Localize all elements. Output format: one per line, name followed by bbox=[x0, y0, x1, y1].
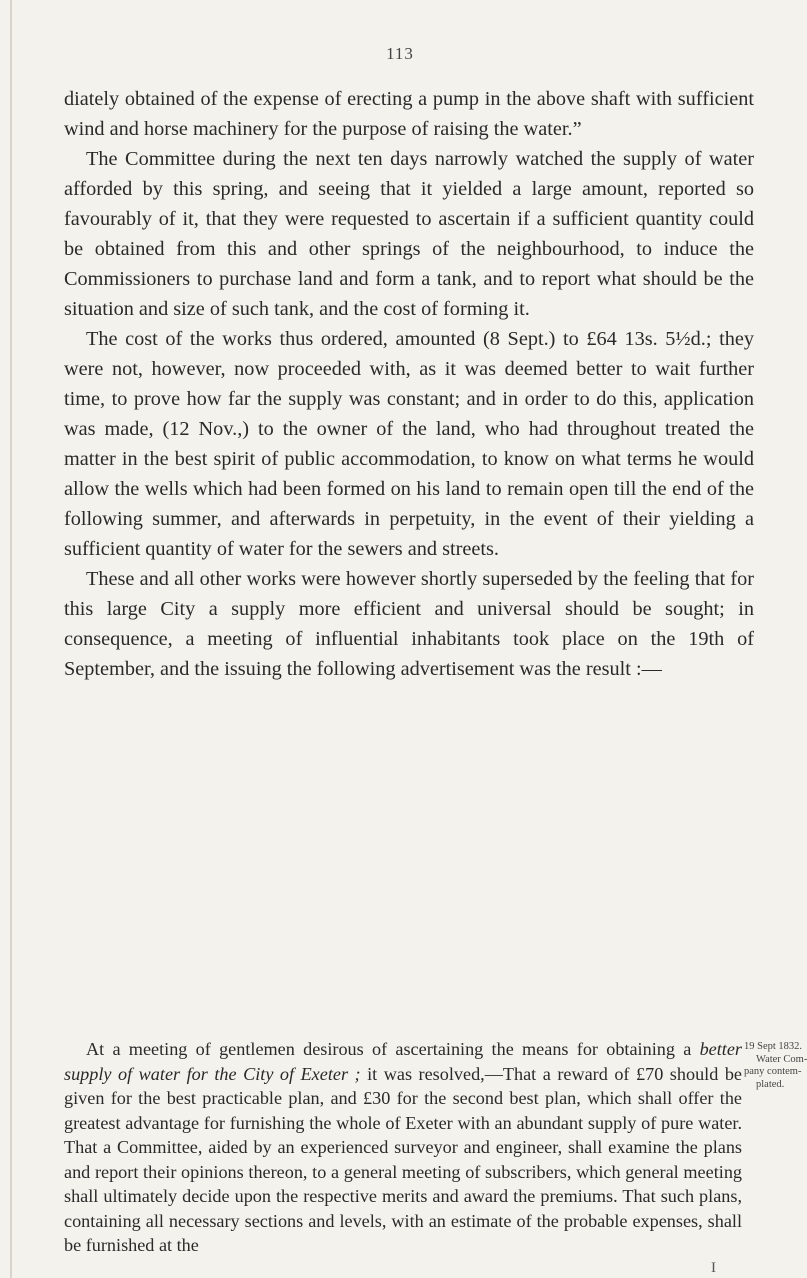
margin-note bbox=[744, 1041, 807, 1091]
body-text bbox=[64, 84, 754, 684]
advertisement-quote bbox=[64, 1037, 742, 1258]
paragraph-3: The cost of the works thus ordered, amounted (8 Sept.) to £64 13s. 5½d.; they were not, however, now proceeded with, as it was deemed better to wait further time, to prove how far the supply was constant; and in order to do this, application was made, (12 Nov.,) to the owner of the land, who had throughout treated the matter in the best spirit of public accommodation, to know on what terms he would allow the wells which had been formed on his land to remain open till the end of the following summer, and afterwards in perpetuity, in the event of their yielding a sufficient quantity of water for the sewers and streets. bbox=[64, 328, 754, 560]
catchword: I bbox=[711, 1260, 716, 1276]
page-number: 113 bbox=[386, 44, 414, 63]
binding-edge bbox=[10, 0, 12, 1278]
paragraph-1: diately obtained of the expense of erecting a pump in the above shaft with sufficient wind and horse machinery for the purpose of raising the water.” bbox=[64, 88, 754, 140]
advertisement-emphasis: better supply of water for the City of Exeter ; bbox=[64, 1039, 742, 1084]
paragraph-2: The Committee during the next ten days narrowly watched the supply of water afforded by this spring, and seeing that it yielded a large amount, reported so favourably of it, that they were requested to ascertain if a sufficient quantity could be obtained from this and other springs of the neighbourhood, to induce the Commissioners to purchase land and form a tank, and to report what should be the situation and size of such tank, and the cost of forming it. bbox=[64, 148, 754, 320]
advertisement-text-start: At a meeting of gentlemen desirous of ascertaining the means for obtaining a bbox=[86, 1039, 700, 1059]
margin-note-line-2: Water Com- bbox=[756, 1053, 807, 1065]
margin-note-line-4: plated. bbox=[756, 1078, 785, 1090]
margin-note-date: 19 Sept 1832. bbox=[744, 1041, 803, 1052]
margin-note-line-3: pany contem- bbox=[744, 1066, 802, 1077]
advertisement-text-end: it was resolved,—That a reward of £70 should be given for the best practicable plan, and £30 for the second best plan, which shall offer the greatest advantage for furnishing the whole of Exeter with an abundant supply of pure water. That a Committee, aided by an experienced surveyor and engineer, shall examine the plans and report their opinions thereon, to a general meeting of subscribers, which general meeting shall ultimately decide upon the respective merits and award the premiums. That such plans, containing all necessary sections and levels, with an estimate of the probable expenses, shall be furnished at the bbox=[64, 1063, 742, 1255]
advertisement-paragraph bbox=[64, 1037, 742, 1258]
paragraph-4: These and all other works were however shortly superseded by the feeling that for this large City a supply more efficient and universal should be sought; in consequence, a meeting of influential inhabitants took place on the 19th of September, and the issuing the following advertisement was the result :— bbox=[64, 568, 754, 680]
